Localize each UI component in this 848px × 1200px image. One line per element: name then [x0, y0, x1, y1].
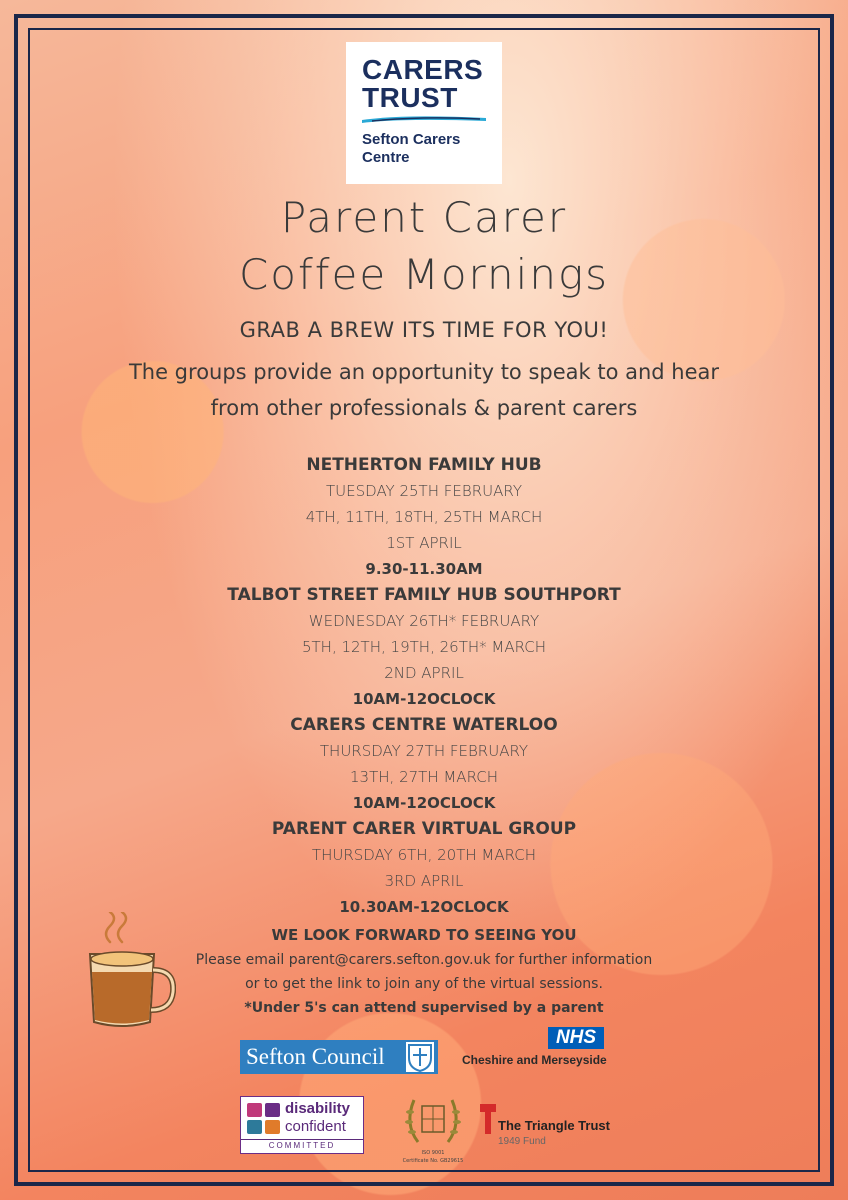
triangle-trust-name: The Triangle Trust	[498, 1118, 610, 1133]
venue-heading: PARENT CARER VIRTUAL GROUP	[271, 819, 577, 839]
venue-heading: TALBOT STREET FAMILY HUB SOUTHPORT	[227, 585, 621, 605]
cqs-certification-logo	[398, 1090, 468, 1180]
closing-heading: WE LOOK FORWARD TO SEEING YOU	[271, 926, 577, 944]
venue-heading: NETHERTON FAMILY HUB	[306, 455, 542, 475]
session-date: 3RD APRIL	[384, 872, 464, 890]
subheading: GRAB A BREW ITS TIME FOR YOU!	[239, 318, 609, 342]
carers-trust-logo	[346, 42, 502, 184]
logo-swoosh-icon	[362, 115, 486, 123]
cqs-line-2: Certificate No. GB29615	[402, 1158, 464, 1164]
session-date: WEDNESDAY 26TH* FEBRUARY	[308, 612, 540, 630]
sefton-council-name: Sefton Council	[246, 1044, 385, 1069]
triangle-trust-mark-icon	[480, 1104, 496, 1134]
session-date: TUESDAY 25TH FEBRUARY	[326, 482, 522, 500]
venue-heading: CARERS CENTRE WATERLOO	[290, 715, 558, 735]
session-date: 4TH, 11TH, 18TH, 25TH MARCH	[305, 508, 543, 526]
triangle-trust-fund: 1949 Fund	[498, 1136, 546, 1147]
cqs-line-1: ISO 9001	[421, 1150, 445, 1156]
disability-confident-icon	[246, 1102, 282, 1136]
session-date: THURSDAY 27TH FEBRUARY	[319, 742, 529, 760]
intro-line-1: The groups provide an opportunity to speak to and hear	[128, 360, 720, 384]
session-time: 10.30AM-12OCLOCK	[339, 898, 509, 916]
contact-line-2: or to get the link to join any of the virtual sessions.	[245, 976, 603, 992]
session-time: 10AM-12OCLOCK	[352, 690, 496, 708]
laurel-badge-icon	[398, 1090, 468, 1150]
logo-line-1: CARERS	[362, 54, 484, 85]
session-date: 1ST APRIL	[386, 534, 462, 552]
dc-line-1: disability	[285, 1100, 351, 1117]
logo-line-2: TRUST	[362, 82, 458, 113]
session-date: 13TH, 27TH MARCH	[350, 768, 498, 786]
dc-line-3: COMMITTED	[241, 1139, 363, 1150]
session-time: 10AM-12OCLOCK	[352, 794, 496, 812]
intro-text	[0, 354, 848, 426]
sefton-council-logo	[240, 1040, 438, 1074]
session-date: THURSDAY 6TH, 20TH MARCH	[311, 846, 537, 864]
coffee-cup-icon	[80, 912, 176, 1032]
session-time: 9.30-11.30AM	[365, 560, 483, 578]
logo-sub-1: Sefton Carers	[362, 131, 461, 148]
title-line-2: Coffee Mornings	[238, 250, 610, 299]
session-date: 2ND APRIL	[384, 664, 464, 682]
dc-line-2: confident	[285, 1118, 346, 1135]
nhs-badge: NHS	[548, 1027, 604, 1049]
disability-confident-logo	[240, 1096, 364, 1154]
intro-line-2: from other professionals & parent carers	[210, 396, 638, 420]
nhs-region: Cheshire and Merseyside	[462, 1053, 607, 1067]
contact-line-1: Please email parent@carers.sefton.gov.uk for further information	[195, 952, 653, 968]
triangle-trust-logo	[480, 1104, 620, 1152]
age-note: *Under 5's can attend supervised by a parent	[244, 1000, 604, 1016]
schedule-block	[0, 452, 848, 920]
title-line-1: Parent Carer	[280, 193, 568, 242]
crest-icon	[406, 1042, 434, 1072]
logo-sub-2: Centre	[362, 149, 410, 166]
session-date: 5TH, 12TH, 19TH, 26TH* MARCH	[301, 638, 547, 656]
